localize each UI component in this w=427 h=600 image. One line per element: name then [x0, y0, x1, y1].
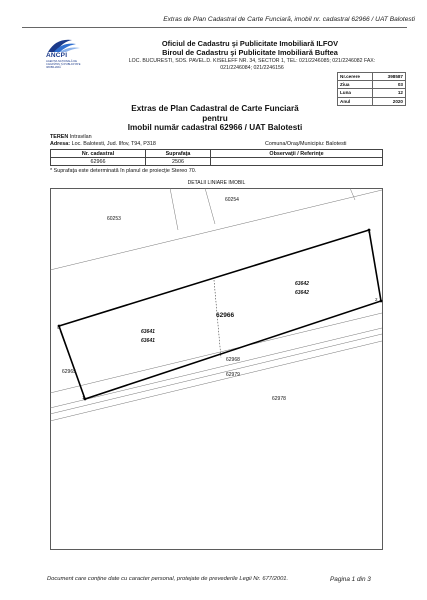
- meta-value: 03: [373, 81, 406, 89]
- col-suprafata: Suprafaţa: [146, 150, 211, 158]
- detalii-heading: DETALII LINIARE IMOBIL: [187, 180, 246, 186]
- bureau-name: Biroul de Cadastru şi Publicitate Imobiliară Buftea: [162, 48, 338, 57]
- adresa-label: Adresa:: [50, 141, 71, 147]
- teren-label: TEREN: [50, 134, 69, 140]
- meta-key: Anul: [338, 97, 373, 105]
- col-nr-cadastral: Nr. cadastral: [51, 150, 146, 158]
- office-address: [100, 58, 404, 72]
- logo-wordmark: ANCPI: [46, 52, 68, 59]
- table-header-row: [51, 150, 383, 158]
- col-observatii: Observaţii / Referinţe: [211, 150, 383, 158]
- meta-value: 2020: [373, 97, 406, 105]
- label-60253: 60253: [107, 216, 121, 222]
- meta-row: [338, 81, 406, 89]
- label-63642-b: 63642: [295, 290, 309, 296]
- vertex-2-label: 2: [375, 297, 378, 302]
- table-row: [51, 158, 383, 166]
- label-62965: 62965: [62, 369, 76, 375]
- teren-value: Intravilan: [69, 134, 92, 140]
- cadastral-table: [50, 149, 383, 166]
- vertex-2-marker: [380, 300, 383, 303]
- meta-row: [338, 89, 406, 97]
- label-62966: 62966: [216, 312, 235, 319]
- cadastral-plan: [50, 188, 383, 550]
- label-60254: 60254: [225, 197, 239, 203]
- label-63642-a: 63642: [295, 281, 309, 287]
- meta-value: 12: [373, 89, 406, 97]
- teren-line: [50, 134, 92, 140]
- label-63641-b: 63641: [141, 338, 155, 344]
- map-frame: [51, 189, 383, 550]
- page-number: Pagina 1 din 3: [330, 576, 371, 583]
- title-line-3: Imobil număr cadastral 62966 / UAT Balotesti: [127, 123, 303, 133]
- document-running-header: Extras de Plan Cadastral de Carte Funciară, imobil nr. cadastral 62966 / UAT Balotesti: [163, 16, 415, 23]
- label-62968: 62968: [226, 357, 240, 363]
- cell-suprafata: 2506: [146, 158, 211, 166]
- meta-key: Luna: [338, 89, 373, 97]
- label-63641-a: 63641: [141, 329, 155, 335]
- cell-nr-cadastral: 62966: [51, 158, 146, 166]
- vertex-1-label: 1: [82, 395, 85, 400]
- cell-observatii: [211, 158, 383, 166]
- logo-subtitle: AGENȚIA NAȚIONALĂ DE CADASTRU ȘI PUBLICITATE IMOBILIARĂ: [46, 60, 81, 70]
- meta-value: 398587: [373, 73, 406, 81]
- address-line-2: 021/2246084; 021/2246156: [220, 65, 284, 71]
- label-62978: 62978: [272, 396, 286, 402]
- meta-row: [338, 73, 406, 81]
- label-62979: 62979: [226, 372, 240, 378]
- surface-note: * Suprafaţa este determinată în planul de proiecţie Stereo 70.: [50, 168, 197, 174]
- title-line-2: pentru: [202, 113, 228, 123]
- office-name: Oficiul de Cadastru şi Publicitate Imobiliară ILFOV: [161, 39, 339, 48]
- adresa-line: [50, 141, 156, 147]
- header-divider: [22, 27, 407, 28]
- document-title: [50, 104, 380, 133]
- meta-key: Nr.cerere: [338, 73, 373, 81]
- footer-disclaimer: Document care conţine date cu caracter personal, protejate de prevederile Legii Nr. 677/2001.: [47, 576, 289, 582]
- comuna-line: Comuna/Oraş/Municipiu: Balotesti: [265, 141, 347, 147]
- vertex-4-label: 4: [57, 325, 60, 330]
- request-meta-table: [337, 72, 406, 106]
- title-line-1: Extras de Plan Cadastral de Carte Funciară: [131, 104, 299, 113]
- meta-key: Ziua: [338, 81, 373, 89]
- address-line-1: LOC. BUCURESTI, SOS. PAVEL.D. KISELEFF NR. 34, SECTOR 1, TEL: 021/2246085; 021/2246082 FAX:: [128, 58, 376, 64]
- adresa-value: Loc. Balotesti, Jud. Ilfov, T94, P318: [71, 141, 156, 147]
- vertex-3-label: 3: [368, 229, 371, 234]
